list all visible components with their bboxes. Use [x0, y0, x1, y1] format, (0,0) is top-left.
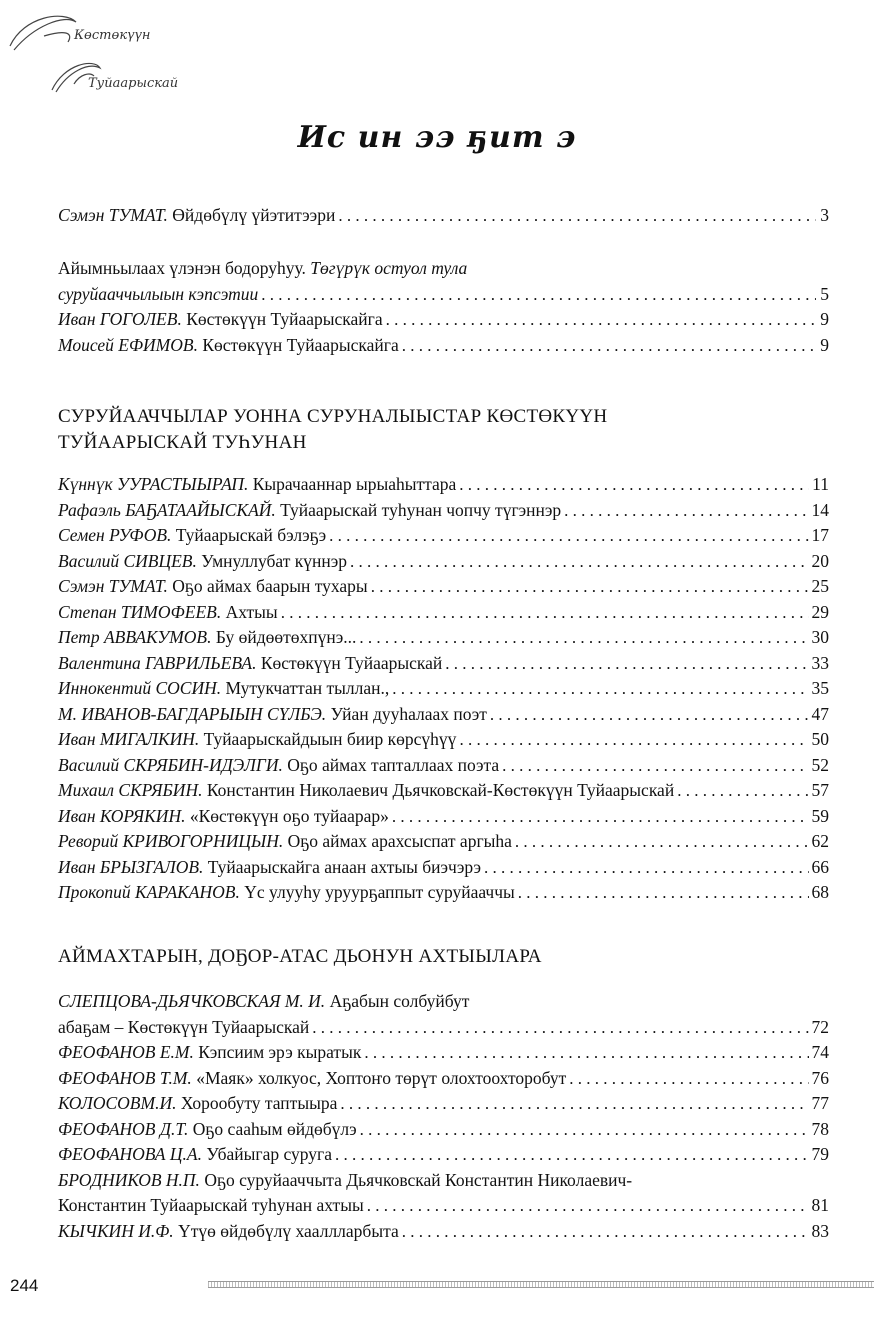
entry-author: Василий СИВЦЕВ.: [58, 550, 197, 571]
page-title: Ис ин ээ ҕит э: [297, 120, 577, 155]
entry-title: Оҕо сааһым өйдөбүлэ: [192, 1118, 357, 1139]
entry-author: Иннокентий СОСИН.: [58, 678, 222, 698]
entry-title: Константин Туйаарыскай туһунан ахтыы: [58, 1195, 364, 1215]
entry-title: Бу өйдөөтөхпүнэ...: [215, 627, 357, 647]
toc-entry[interactable]: [58, 1091, 829, 1117]
entry-author: Василий СКРЯБИН-ИДЭЛГИ.: [58, 754, 283, 775]
entry-title: Үс улууһу уруурҕаппыт суруйааччы: [244, 882, 515, 902]
entry-page: 77: [811, 1093, 829, 1113]
entry-title: Өйдөбүлү үйэтитээри: [172, 205, 336, 225]
entry-title: Көстөкүүн Туйаарыскай: [260, 652, 443, 673]
publisher-logo: [4, 6, 194, 96]
entry-title: Үтүө өйдөбүлү хааллларбыта: [178, 1220, 399, 1241]
toc-entry-line[interactable]: [58, 256, 829, 282]
entry-title: Туйаарыскай туһунан чопчу түгэннэр: [280, 499, 562, 520]
entry-author: Семен РУФОВ.: [58, 525, 172, 545]
entry-title: Туйаарыскайдыын биир көрсүһүү: [203, 729, 457, 749]
entry-author: Степан ТИМОФЕЕВ.: [58, 601, 222, 622]
entry-author: Петр АВВАКУМОВ.: [58, 627, 212, 647]
toc-entry[interactable]: [58, 282, 829, 308]
entry-title: Ахтыы: [225, 601, 278, 622]
entry-title: Оҕо суруйааччыта Дьячковскай Константин Николаевич-: [204, 1169, 633, 1190]
entry-title: «Маяк» холкуос, Хоптоҥо төрүт олохтоохторобут: [196, 1067, 567, 1088]
toc-entry[interactable]: [58, 855, 829, 881]
entry-author: БРОДНИКОВ Н.П.: [58, 1169, 200, 1190]
entry-page: 47: [811, 703, 829, 724]
toc-intro-2: [58, 256, 829, 358]
entry-page: 66: [811, 856, 829, 877]
logo-line-2: Туйаарыскай: [88, 76, 179, 91]
entry-title: Оҕо аймах тапталлаах поэта: [287, 754, 500, 775]
entry-page: 11: [812, 474, 829, 494]
toc-entry[interactable]: [58, 600, 829, 626]
toc-entry[interactable]: [58, 778, 829, 804]
toc-entry[interactable]: [58, 472, 829, 498]
toc-intro: [58, 203, 829, 229]
entry-author: ФЕОФАНОВА Ц.А.: [58, 1144, 202, 1164]
toc-entry[interactable]: [58, 702, 829, 728]
entry-page: 5: [820, 283, 829, 304]
toc-entry[interactable]: [58, 549, 829, 575]
entry-author: КЫЧКИН И.Ф.: [58, 1220, 174, 1241]
toc-entry[interactable]: [58, 498, 829, 524]
entry-page: 35: [811, 678, 829, 698]
toc-entry[interactable]: [58, 727, 829, 753]
entry-page: 57: [811, 780, 829, 800]
entry-author: Иван БРЫЗГАЛОВ.: [58, 856, 204, 877]
entry-page: 29: [811, 601, 829, 622]
toc-entry[interactable]: [58, 203, 829, 229]
entry-page: 78: [811, 1118, 829, 1139]
entry-page: 68: [811, 882, 829, 902]
entry-author: ФЕОФАНОВ Т.М.: [58, 1067, 192, 1088]
toc-entry[interactable]: [58, 523, 829, 549]
entry-author: Рафаэль БАҔАТААЙЫСКАЙ.: [58, 499, 276, 520]
entry-title: Көстөкүүн Туйаарыскайга: [186, 309, 383, 329]
toc-entry[interactable]: [58, 1219, 829, 1245]
entry-page: 3: [820, 205, 829, 225]
toc-entry[interactable]: [58, 829, 829, 855]
entry-page: 74: [811, 1042, 829, 1062]
entry-page: 81: [811, 1195, 829, 1215]
page-number: 244: [10, 1276, 39, 1295]
entry-page: 33: [811, 652, 829, 673]
entry-title: Оҕо аймах баарын тухары: [172, 576, 368, 596]
toc-entry-line[interactable]: [58, 1168, 829, 1194]
entry-title: «Көстөкүүн оҕо туйаарар»: [189, 805, 389, 826]
toc-entry[interactable]: [58, 574, 829, 600]
entry-page: 79: [811, 1144, 829, 1164]
entry-title: Айымньылаах үлэнэн бодоруһуу.: [58, 258, 306, 278]
entry-title-italic: суруйааччылыын кэпсэтии: [58, 283, 259, 304]
section-line: ТУЙААРЫСКАЙ ТУҺУНАН: [58, 432, 307, 453]
entry-author: Валентина ГАВРИЛЬЕВА.: [58, 652, 257, 673]
toc-entry[interactable]: [58, 651, 829, 677]
toc-entry-line[interactable]: [58, 989, 829, 1015]
entry-title: Оҕо аймах арахсыспат аргыһа: [287, 831, 512, 851]
entry-author: Сэмэн ТУМАТ.: [58, 576, 168, 596]
entry-author: ФЕОФАНОВ Д.Т.: [58, 1118, 189, 1139]
entry-title: Туйаарыскай бэлэҕэ: [175, 525, 327, 545]
entry-page: 25: [811, 576, 829, 596]
entry-author: Моисей ЕФИМОВ.: [58, 334, 198, 355]
entry-page: 62: [811, 831, 829, 851]
entry-author: ФЕОФАНОВ Е.М.: [58, 1042, 194, 1062]
entry-page: 76: [811, 1067, 829, 1088]
entry-title: Кырачааннар ырыаһыттара: [252, 474, 457, 494]
entry-author: Иван КОРЯКИН.: [58, 805, 186, 826]
entry-title: Хорообуту таптыыра: [180, 1093, 338, 1113]
footer-rule: [208, 1281, 874, 1288]
entry-title: Константин Николаевич Дьячковскай-Көстөкүүн Туйаарыскай: [206, 780, 675, 800]
entry-page: 17: [811, 525, 829, 545]
entry-title: Уйан дууһалаах поэт: [330, 703, 487, 724]
toc-entry[interactable]: [58, 753, 829, 779]
toc-entry[interactable]: [58, 1015, 829, 1041]
entry-author: Күннүк УУРАСТЫЫРАП.: [58, 474, 249, 494]
entry-title: Умнуллубат күннэр: [201, 550, 347, 571]
toc-entry[interactable]: [58, 307, 829, 333]
toc-entry[interactable]: [58, 1142, 829, 1168]
entry-page: 9: [820, 334, 829, 355]
toc-entry[interactable]: [58, 676, 829, 702]
entry-title: Кэпсиим эрэ кыратык: [198, 1042, 362, 1062]
entry-page: 14: [811, 499, 829, 520]
entry-title: Мутукчаттан тыллан.,: [225, 678, 390, 698]
entry-author: Иван МИГАЛКИН.: [58, 729, 200, 749]
toc-entry[interactable]: [58, 1117, 829, 1143]
toc-section-1: [58, 472, 829, 906]
entry-page: 59: [811, 805, 829, 826]
entry-title: Көстөкүүн Туйаарыскайга: [202, 334, 399, 355]
entry-page: 52: [811, 754, 829, 775]
entry-page: 72: [811, 1016, 829, 1037]
entry-author: СЛЕПЦОВА-ДЬЯЧКОВСКАЯ М. И.: [58, 991, 326, 1011]
entry-author: Иван ГОГОЛЕВ.: [58, 309, 182, 329]
entry-page: 83: [811, 1220, 829, 1241]
section-line: АЙМАХТАРЫН, ДОҔОР-АТАС ДЬОНУН АХТЫЫЛАРА: [58, 946, 542, 967]
toc-entry[interactable]: [58, 625, 829, 651]
entry-page: 50: [811, 729, 829, 749]
entry-author: М. ИВАНОВ-БАГДАРЫЫН СҮЛБЭ.: [58, 703, 327, 724]
entry-page: 20: [811, 550, 829, 571]
toc-entry[interactable]: [58, 804, 829, 830]
toc-entry[interactable]: [58, 880, 829, 906]
section-heading-2: [58, 944, 829, 970]
entry-title: Аҕабын солбуйбут: [329, 991, 470, 1011]
toc-entry[interactable]: [58, 1193, 829, 1219]
logo-line-1: Көстөкүүн: [74, 28, 151, 43]
entry-page: 30: [811, 627, 829, 647]
section-heading-1: [58, 404, 829, 456]
entry-author: КОЛОСОВМ.И.: [58, 1093, 177, 1113]
entry-author: Реворий КРИВОГОРНИЦЫН.: [58, 831, 284, 851]
section-line: СУРУЙААЧЧЫЛАР УОННА СУРУНАЛЫЫСТАР КӨСТӨКҮҮН: [58, 406, 608, 427]
entry-author: Прокопий КАРАКАНОВ.: [58, 882, 240, 902]
entry-title: абаҕам – Көстөкүүн Туйаарыскай: [58, 1016, 310, 1037]
entry-author: Михаил СКРЯБИН.: [58, 780, 203, 800]
toc-entry[interactable]: [58, 333, 829, 359]
toc-section-2: [58, 989, 829, 1244]
entry-title: Туйаарыскайга анаан ахтыы биэчэрэ: [207, 856, 482, 877]
entry-page: 9: [820, 309, 829, 329]
toc-entry[interactable]: [58, 1040, 829, 1066]
entry-title: Убайыгар суруга: [206, 1144, 332, 1164]
toc-entry[interactable]: [58, 1066, 829, 1092]
entry-title-italic: Төгүрүк остуол тула: [310, 258, 468, 278]
entry-author: Сэмэн ТУМАТ.: [58, 205, 168, 225]
